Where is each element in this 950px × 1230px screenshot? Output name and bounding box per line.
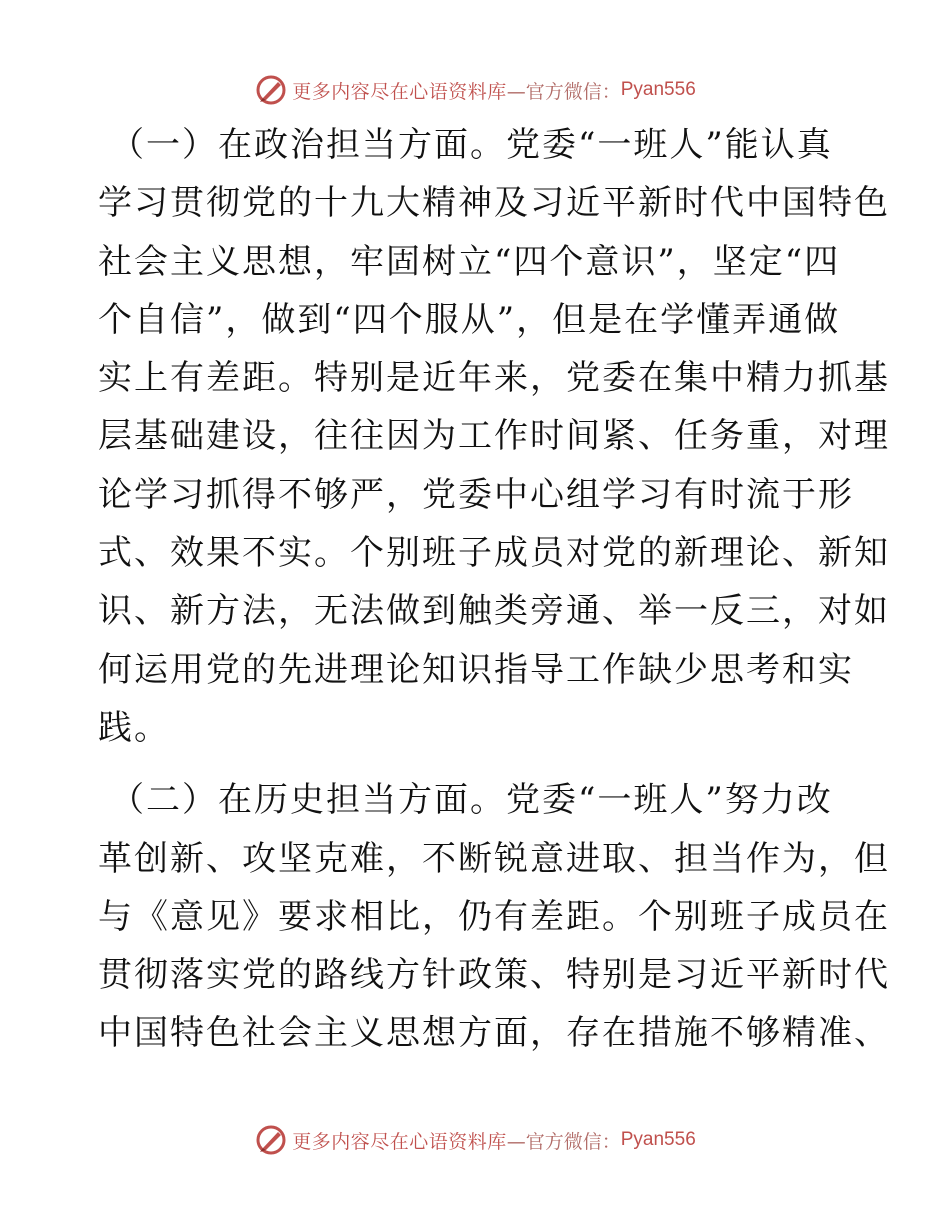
text-line: 论学习抓得不够严，党委中心组学习有时流于形 (98, 474, 854, 515)
text-line: 个自信”，做到“四个服从”，但是在学懂弄通做 (98, 299, 841, 340)
watermark-text: 更多内容尽在心语资料库 (292, 1130, 507, 1153)
text-line: 层基础建设，往往因为工作时间紧、任务重，对理 (98, 416, 890, 457)
paragraph-1 (98, 116, 890, 757)
text-line: （二）在历史担当方面。党委“一班人”努力改 (110, 780, 833, 821)
watermark-text: 更多内容尽在心语资料库 (292, 80, 507, 103)
watermark-label: —官方微信： (506, 1130, 621, 1153)
text-line: 社会主义思想，牢固树立“四个意识”，坚定“四 (98, 241, 841, 282)
footer-watermark (0, 1120, 950, 1160)
text-line: 革创新、攻坚克难，不断锐意进取、担当作为，但 (98, 838, 890, 879)
text-line: 何运用党的先进理论知识指导工作缺少思考和实 (98, 649, 854, 690)
text-line: 与《意见》要求相比，仍有差距。个别班子成员在 (98, 896, 890, 937)
text-line: 贯彻落实党的路线方针政策、特别是习近平新时代 (98, 955, 890, 996)
brush-logo-icon (254, 1123, 288, 1157)
paragraph-2 (98, 771, 890, 1062)
text-line: 实上有差距。特别是近年来，党委在集中精力抓基 (98, 358, 890, 399)
header-watermark (0, 70, 950, 110)
document-body (98, 116, 890, 1063)
watermark-wechat-id: Pyan556 (620, 1129, 696, 1150)
text-line: 践。 (98, 707, 170, 748)
text-line: 式、效果不实。个别班子成员对党的新理论、新知 (98, 533, 890, 574)
text-line: 识、新方法，无法做到触类旁通、举一反三，对如 (98, 591, 890, 632)
brush-logo-icon (254, 73, 288, 107)
watermark-label: —官方微信： (506, 80, 621, 103)
text-line: 学习贯彻党的十九大精神及习近平新时代中国特色 (98, 183, 890, 224)
text-line: （一）在政治担当方面。党委“一班人”能认真 (110, 125, 833, 165)
watermark-wechat-id: Pyan556 (620, 79, 696, 100)
text-line: 中国特色社会主义思想方面，存在措施不够精准、 (98, 1013, 890, 1054)
